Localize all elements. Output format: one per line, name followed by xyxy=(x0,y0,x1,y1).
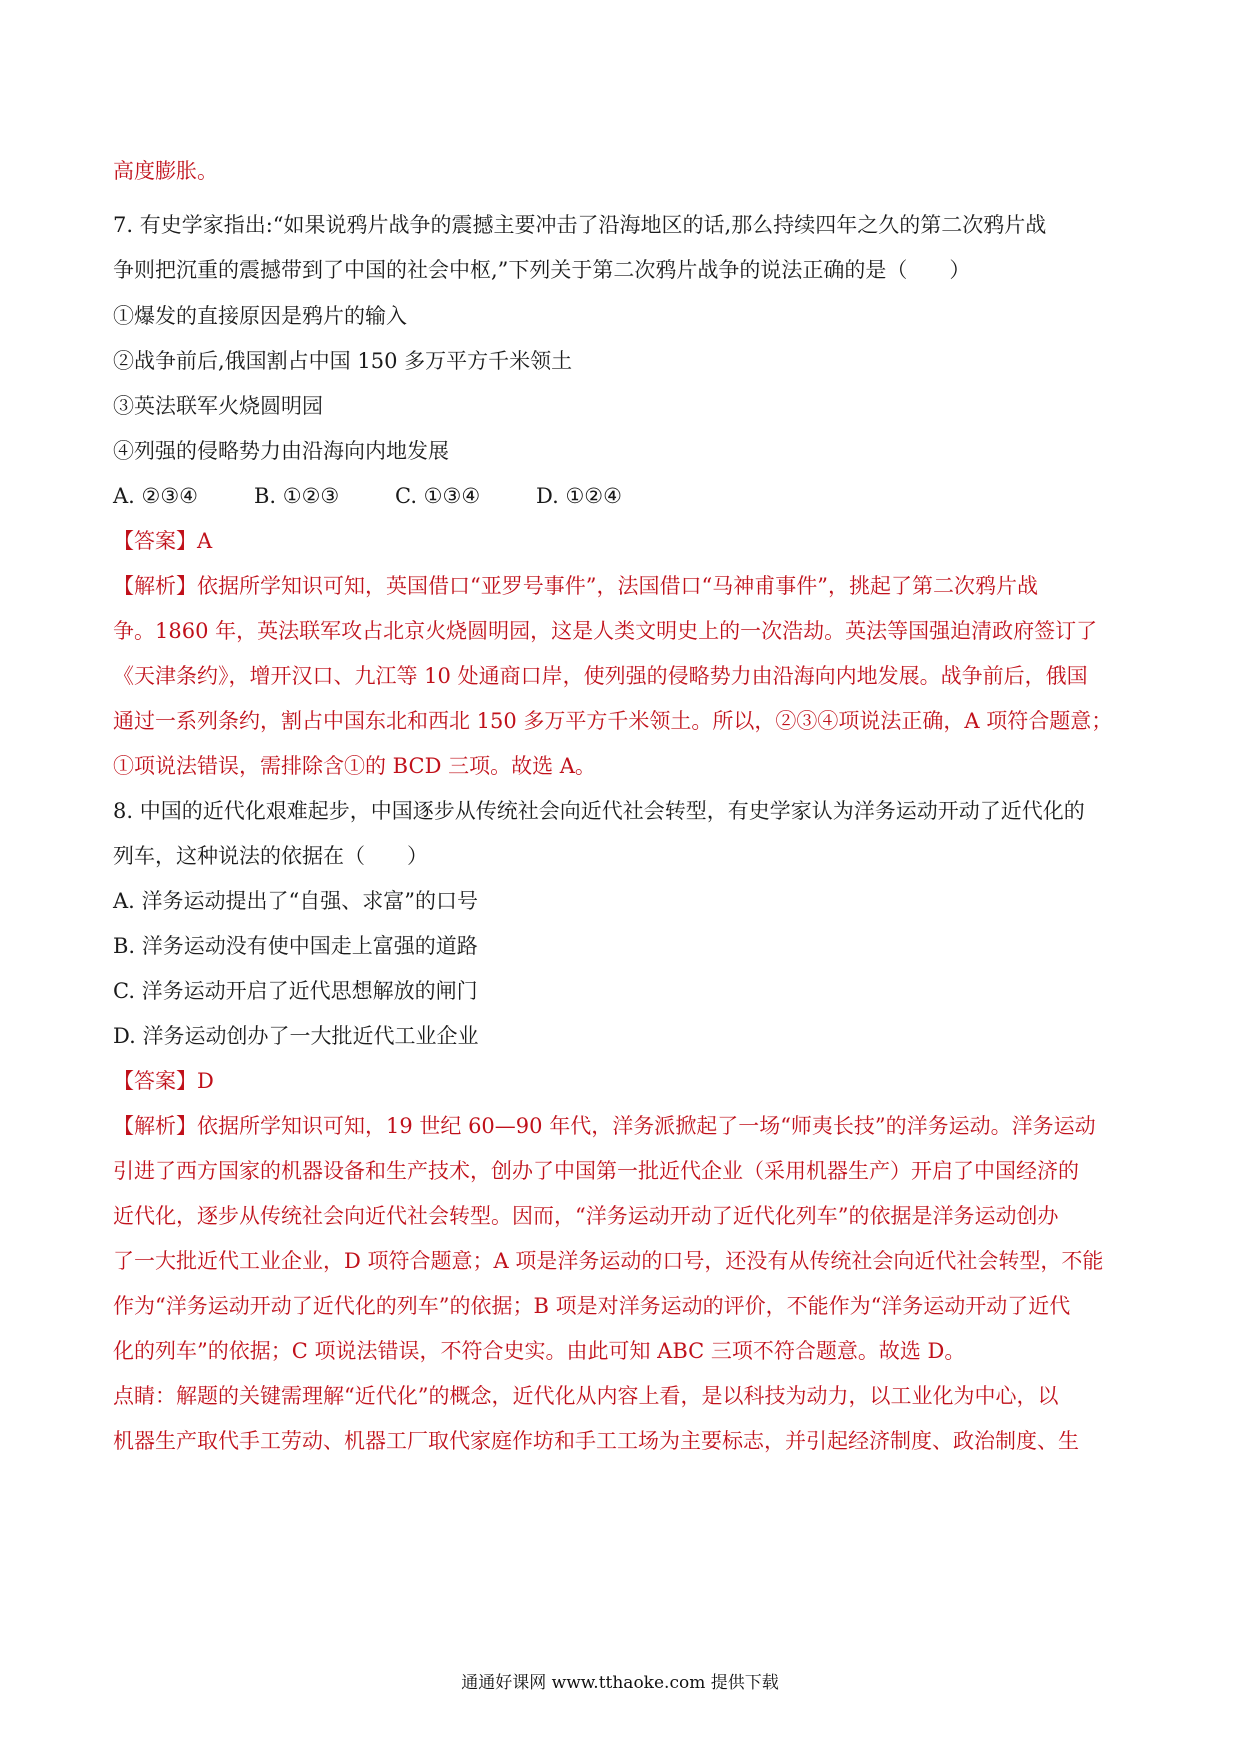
q7-option: D. ①②④ xyxy=(536,484,622,508)
q7-option: A. ②③④ xyxy=(113,484,198,508)
text-line: 了一大批近代工业企业，D 项符合题意；A 项是洋务运动的口号，还没有从传统社会向近代社会转型，不能 xyxy=(113,1249,1104,1273)
text-line: 【答案】D xyxy=(113,1069,214,1093)
text-line: ②战争前后,俄国割占中国 150 多万平方千米领土 xyxy=(113,349,573,373)
text-line: 化的列车”的依据；C 项说法错误，不符合史实。由此可知 ABC 三项不符合题意。故选 D。 xyxy=(113,1339,966,1363)
text-line: 7. 有史学家指出:“如果说鸦片战争的震撼主要冲击了沿海地区的话,那么持续四年之久的第二次鸦片战 xyxy=(113,213,1047,237)
text-line: 【解析】依据所学知识可知，英国借口“亚罗号事件”，法国借口“马神甫事件”，挑起了第二次鸦片战 xyxy=(113,574,1038,598)
text-line: ③英法联军火烧圆明园 xyxy=(113,394,323,418)
q7-option: C. ①③④ xyxy=(395,484,481,508)
text-line: 引进了西方国家的机器设备和生产技术，创办了中国第一批近代企业（采用机器生产）开启了中国经济的 xyxy=(113,1159,1079,1183)
text-line: D. 洋务运动创办了一大批近代工业企业 xyxy=(113,1024,479,1048)
text-line: ①爆发的直接原因是鸦片的输入 xyxy=(113,304,407,328)
text-line: 《天津条约》，增开汉口、九江等 10 处通商口岸，使列强的侵略势力由沿海向内地发展。战争前后，俄国 xyxy=(113,664,1088,688)
text-line: 高度膨胀。 xyxy=(113,159,218,183)
q7-options xyxy=(113,482,1143,510)
text-line: 列车，这种说法的依据在（ ） xyxy=(113,844,428,868)
text-line: 争则把沉重的震撼带到了中国的社会中枢,”下列关于第二次鸦片战争的说法正确的是（ ） xyxy=(113,258,971,282)
q7-option: B. ①②③ xyxy=(254,484,340,508)
text-line: 8. 中国的近代化艰难起步，中国逐步从传统社会向近代社会转型，有史学家认为洋务运动开动了近代化的 xyxy=(113,799,1085,823)
text-line: A. 洋务运动提出了“自强、求富”的口号 xyxy=(113,889,478,913)
text-line: 【答案】A xyxy=(113,529,213,553)
text-line: 争。1860 年，英法联军攻占北京火烧圆明园，这是人类文明史上的一次浩劫。英法等国强迫清政府签订了 xyxy=(113,619,1098,643)
text-line: ④列强的侵略势力由沿海向内地发展 xyxy=(113,439,449,463)
text-line: 点睛：解题的关键需理解“近代化”的概念，近代化从内容上看，是以科技为动力，以工业化为中心，以 xyxy=(113,1384,1059,1408)
text-line: 通过一系列条约，割占中国东北和西北 150 多万平方千米领土。所以，②③④项说法正确，A 项符合题意； xyxy=(113,709,1113,733)
page-footer: 通通好课网 www.tthaoke.com 提供下载 xyxy=(461,1673,779,1693)
text-line: ①项说法错误，需排除含①的 BCD 三项。故选 A。 xyxy=(113,754,596,778)
text-line: 近代化，逐步从传统社会向近代社会转型。因而，“洋务运动开动了近代化列车”的依据是洋务运动创办 xyxy=(113,1204,1059,1228)
text-line: C. 洋务运动开启了近代思想解放的闸门 xyxy=(113,979,478,1003)
text-line: 【解析】依据所学知识可知，19 世纪 60—90 年代，洋务派掀起了一场“师夷长技”的洋务运动。洋务运动 xyxy=(113,1114,1096,1138)
text-line: 作为“洋务运动开动了近代化的列车”的依据；B 项是对洋务运动的评价，不能作为“洋务运动开动了近代 xyxy=(113,1294,1071,1318)
text-line: 机器生产取代手工劳动、机器工厂取代家庭作坊和手工工场为主要标志，并引起经济制度、政治制度、生 xyxy=(113,1429,1079,1453)
text-line: B. 洋务运动没有使中国走上富强的道路 xyxy=(113,934,478,958)
